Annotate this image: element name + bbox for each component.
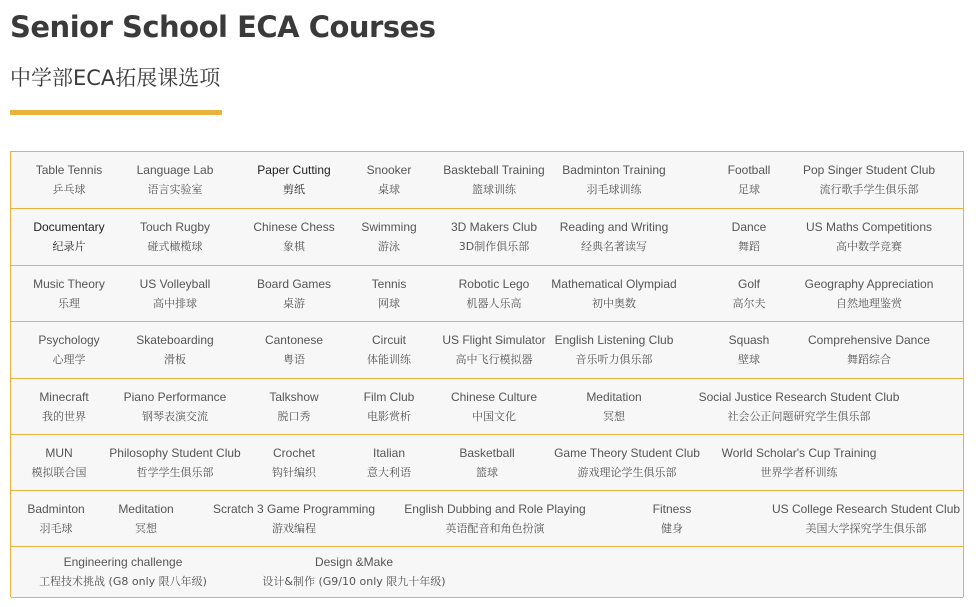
course-name-en: US Volleyball — [139, 276, 211, 291]
course-name-en: Reading and Writing — [559, 220, 669, 234]
course-name-zh: 桌球 — [378, 183, 400, 196]
course-table — [10, 151, 964, 597]
course-cell — [120, 152, 230, 208]
course-cell — [358, 266, 420, 321]
course-name-zh: 初中奥数 — [592, 296, 636, 310]
course-cell — [106, 491, 186, 546]
course-name-en: 3D Makers Club — [450, 220, 538, 234]
table-row — [11, 322, 963, 379]
course-name-zh: 剪纸 — [283, 183, 305, 196]
table-row — [11, 491, 963, 547]
course-name-zh: 3D制作俱乐部 — [458, 240, 530, 253]
course-name-zh: 纪录片 — [52, 240, 86, 253]
course-name-en: Board Games — [256, 276, 332, 291]
course-cell — [120, 266, 230, 321]
course-cell — [358, 209, 420, 265]
course-cell — [559, 379, 669, 434]
course-name-zh: 舞蹈综合 — [847, 353, 891, 366]
course-cell — [542, 266, 687, 321]
course-name-zh: 电影赏析 — [367, 409, 411, 423]
course-cell — [28, 547, 218, 597]
course-name-en: Badminton — [27, 501, 85, 516]
course-name-en: Mathematical Olympiad — [551, 276, 677, 291]
course-name-en: Social Justice Research Student Club — [698, 389, 900, 404]
course-cell — [777, 266, 962, 321]
course-name-zh: 模拟联合国 — [31, 465, 87, 479]
course-cell — [12, 266, 127, 321]
course-name-zh: 流行歌手学生俱乐部 — [819, 183, 919, 196]
course-name-en: Table Tennis — [35, 163, 103, 177]
course-name-en: Swimming — [361, 220, 417, 234]
course-cell — [442, 435, 532, 490]
course-cell — [230, 152, 358, 208]
course-name-en: Meditation — [586, 389, 642, 404]
course-name-zh: 冥想 — [135, 521, 157, 535]
course-cell — [766, 491, 966, 546]
course-cell — [249, 435, 339, 490]
course-cell — [249, 379, 339, 434]
course-name-zh: 高中飞行模拟器 — [455, 353, 533, 366]
course-cell — [714, 209, 784, 265]
course-cell — [19, 435, 99, 490]
course-name-en: Documentary — [33, 220, 105, 234]
course-cell — [684, 379, 914, 434]
course-name-en: Piano Performance — [123, 389, 227, 404]
course-name-en: Badminton Training — [562, 163, 666, 177]
page-subtitle: 中学部ECA拓展课选项 — [10, 66, 221, 90]
course-name-en: Philosophy Student Club — [109, 445, 241, 460]
course-cell — [19, 491, 94, 546]
course-name-zh: 高中数学竞赛 — [836, 240, 902, 253]
course-cell — [403, 491, 588, 546]
course-cell — [637, 491, 707, 546]
course-name-en: Psychology — [38, 333, 100, 347]
table-row — [11, 266, 963, 322]
course-name-zh: 桌游 — [283, 296, 305, 310]
course-name-en: Snooker — [366, 163, 412, 177]
course-name-zh: 语言实验室 — [147, 183, 203, 196]
course-cell — [777, 152, 962, 208]
course-cell — [254, 547, 454, 597]
course-cell — [12, 152, 127, 208]
course-cell — [714, 266, 784, 321]
title-underline — [10, 110, 222, 115]
course-name-zh: 健身 — [661, 521, 683, 535]
course-cell — [207, 491, 382, 546]
course-cell — [358, 152, 420, 208]
course-name-en: Tennis — [371, 276, 407, 291]
course-name-en: English Listening Club — [554, 333, 674, 347]
course-cell — [777, 322, 962, 378]
course-cell — [542, 322, 687, 378]
course-name-zh: 粤语 — [283, 353, 305, 366]
course-name-en: Touch Rugby — [139, 220, 211, 234]
course-name-zh: 羽毛球 — [39, 521, 73, 535]
course-name-zh: 乐理 — [58, 296, 80, 310]
course-name-en: Crochet — [272, 445, 316, 460]
course-name-zh: 世界学者杯训练 — [760, 465, 838, 479]
course-cell — [120, 209, 230, 265]
course-cell — [714, 322, 784, 378]
course-name-en: Golf — [737, 276, 760, 291]
course-name-zh: 经典名著读写 — [581, 240, 647, 253]
course-name-en: Design &Make — [314, 555, 394, 569]
course-cell — [358, 322, 420, 378]
course-name-zh: 冥想 — [603, 409, 625, 423]
course-name-en: Circuit — [371, 333, 406, 347]
course-name-en: World Scholar's Cup Training — [721, 445, 877, 460]
course-cell — [120, 322, 230, 378]
course-name-zh: 篮球 — [476, 465, 498, 479]
course-name-en: US Flight Simulator — [442, 333, 546, 347]
table-row — [11, 152, 963, 209]
course-cell — [542, 435, 712, 490]
course-cell — [230, 209, 358, 265]
course-name-en: Film Club — [363, 389, 415, 404]
course-name-en: Cantonese — [264, 333, 324, 347]
course-name-en: Basketball — [459, 445, 515, 460]
course-cell — [542, 152, 687, 208]
course-name-zh: 美国大学探究学生俱乐部 — [805, 521, 927, 535]
course-name-zh: 游戏理论学生俱乐部 — [577, 465, 677, 479]
course-name-zh: 高中排球 — [153, 296, 197, 310]
table-row — [11, 379, 963, 435]
course-name-en: US Maths Competitions — [805, 220, 933, 234]
course-name-zh: 意大利语 — [367, 465, 411, 479]
course-name-zh: 工程技术挑战 (G8 only 限八年级) — [39, 575, 207, 588]
course-name-en: Paper Cutting — [257, 163, 331, 177]
course-cell — [542, 209, 687, 265]
course-cell — [17, 379, 112, 434]
course-name-zh: 体能训练 — [367, 353, 411, 366]
course-name-zh: 滑板 — [164, 353, 186, 366]
course-name-zh: 舞蹈 — [738, 240, 760, 253]
course-name-zh: 网球 — [378, 296, 400, 310]
course-name-zh: 壁球 — [738, 353, 760, 366]
course-name-zh: 英语配音和角色扮演 — [445, 521, 545, 535]
course-name-zh: 机器人乐高 — [466, 296, 522, 310]
course-name-zh: 高尔夫 — [732, 296, 766, 310]
course-name-zh: 钩针编织 — [272, 465, 316, 479]
course-name-en: Language Lab — [136, 163, 214, 177]
course-name-zh: 象棋 — [283, 240, 305, 253]
course-name-zh: 自然地理鉴赏 — [836, 296, 902, 310]
course-name-en: Engineering challenge — [63, 555, 183, 569]
course-name-zh: 游戏编程 — [272, 521, 316, 535]
course-name-zh: 哲学学生俱乐部 — [136, 465, 214, 479]
course-cell — [115, 379, 235, 434]
table-row — [11, 209, 963, 266]
course-name-zh: 设计&制作 (G9/10 only 限九十年级) — [262, 575, 446, 588]
course-cell — [12, 322, 127, 378]
course-name-zh: 中国文化 — [472, 409, 516, 423]
course-name-zh: 社会公正问题研究学生俱乐部 — [727, 409, 871, 423]
course-name-en: English Dubbing and Role Playing — [404, 501, 586, 516]
course-name-en: Geography Appreciation — [804, 276, 934, 291]
course-name-en: Football — [727, 163, 771, 177]
course-cell — [12, 209, 127, 265]
course-cell — [358, 379, 420, 434]
course-name-en: Baskteball Training — [443, 163, 545, 177]
course-name-zh: 心理学 — [52, 353, 86, 366]
course-name-en: Comprehensive Dance — [807, 333, 931, 347]
course-cell — [439, 379, 549, 434]
course-name-zh: 乒乓球 — [52, 183, 86, 196]
course-name-en: Minecraft — [39, 389, 89, 404]
course-name-en: Music Theory — [33, 276, 105, 291]
course-name-zh: 脱口秀 — [277, 409, 311, 423]
table-row — [11, 547, 963, 598]
course-name-en: MUN — [45, 445, 73, 460]
course-name-zh: 羽毛球训练 — [586, 183, 642, 196]
course-name-en: Game Theory Student Club — [554, 445, 700, 460]
course-cell — [358, 435, 420, 490]
table-row — [11, 435, 963, 491]
course-name-zh: 碰式橄榄球 — [147, 240, 203, 253]
course-name-en: Italian — [372, 445, 406, 460]
course-cell — [714, 435, 884, 490]
course-name-en: Robotic Lego — [458, 276, 530, 291]
course-cell — [714, 152, 784, 208]
course-name-en: Skateboarding — [136, 333, 214, 347]
course-name-en: Chinese Chess — [253, 220, 335, 234]
course-cell — [230, 322, 358, 378]
course-name-zh: 音乐听力俱乐部 — [575, 353, 653, 366]
course-name-zh: 我的世界 — [42, 409, 86, 423]
course-name-zh: 篮球训练 — [472, 183, 516, 196]
course-name-en: Talkshow — [269, 389, 319, 404]
course-name-zh: 游泳 — [378, 240, 400, 253]
course-name-en: Squash — [728, 333, 770, 347]
course-cell — [777, 209, 962, 265]
course-cell — [230, 266, 358, 321]
course-name-en: Dance — [731, 220, 767, 234]
page-title: Senior School ECA Courses — [10, 10, 436, 44]
course-name-en: Pop Singer Student Club — [802, 163, 936, 177]
course-name-en: US College Research Student Club — [771, 501, 961, 516]
course-name-en: Scratch 3 Game Programming — [212, 501, 376, 516]
course-name-en: Meditation — [118, 501, 174, 516]
course-cell — [105, 435, 245, 490]
course-name-zh: 钢琴表演交流 — [142, 409, 208, 423]
course-name-zh: 足球 — [738, 183, 760, 196]
course-name-en: Fitness — [652, 501, 692, 516]
course-name-en: Chinese Culture — [450, 389, 538, 404]
